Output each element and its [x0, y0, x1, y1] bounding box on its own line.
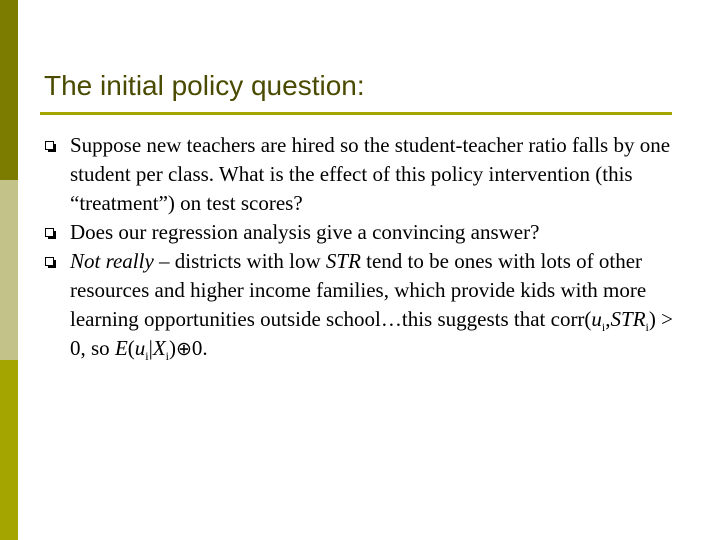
- subscript-i: i: [645, 320, 649, 335]
- bullet-item-1: [44, 131, 684, 218]
- x-variable: X: [152, 336, 166, 360]
- open-paren: (: [127, 336, 135, 360]
- conditional-bar: |: [148, 336, 153, 360]
- subscript-i: i: [165, 349, 169, 364]
- bullet-square-icon: [45, 257, 54, 266]
- text-segment: tend to be ones with lots of other resources and higher income families, which provide kids with more learning opportunities outside school…this suggests that corr(: [70, 249, 647, 331]
- side-bar-top: [0, 0, 18, 180]
- str-variable: STR: [325, 249, 361, 273]
- str-variable: STR: [610, 307, 646, 331]
- e-operator: E: [114, 336, 128, 360]
- side-bar-middle: [0, 180, 18, 360]
- bullet-list: [44, 131, 684, 364]
- u-variable: u: [591, 307, 602, 331]
- comma: ,: [605, 307, 611, 331]
- bullet-square-icon: [45, 228, 54, 237]
- not-equal-symbol: ⊕: [176, 339, 192, 360]
- bullet-square-icon: [45, 141, 54, 150]
- emphasis-not-really: Not really: [70, 249, 154, 273]
- bullet-item-3: [44, 247, 684, 364]
- bullet-text-1: Suppose new teachers are hired so the student-teacher ratio falls by one student per class. What is the effect of this policy intervention (this “treatment”) on test scores?: [70, 133, 671, 215]
- text-segment: ) > 0, so: [70, 307, 673, 360]
- text-segment: – districts with low: [153, 249, 326, 273]
- close-paren: ): [169, 336, 176, 360]
- side-bar-bottom: [0, 360, 18, 540]
- bullet-text-2: Does our regression analysis give a convincing answer?: [70, 220, 540, 244]
- u-variable: u: [134, 336, 146, 360]
- subscript-i: i: [601, 320, 606, 335]
- title-underline: [40, 112, 672, 115]
- slide-title: The initial policy question:: [44, 70, 365, 101]
- bullet-text-3: [70, 249, 673, 364]
- text-segment: 0.: [191, 336, 208, 360]
- subscript-i: i: [145, 349, 149, 364]
- bullet-item-2: [44, 218, 684, 247]
